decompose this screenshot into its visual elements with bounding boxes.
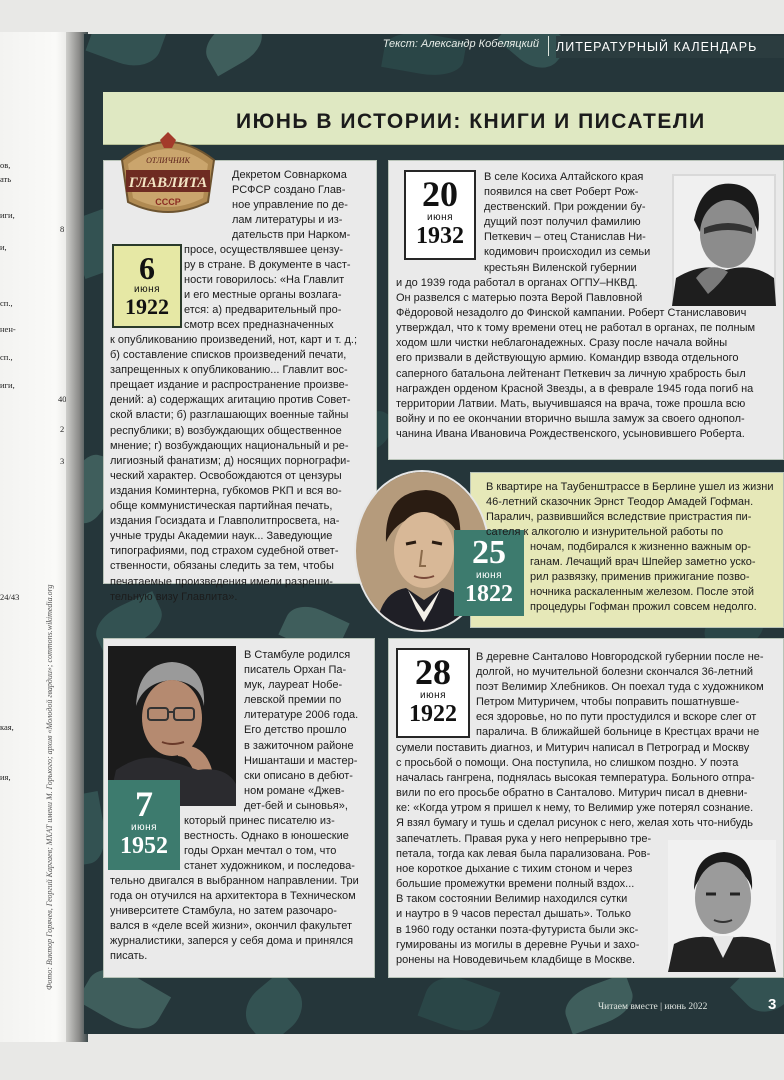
text-line: ности говорилось: «На Главлит (184, 274, 345, 287)
entry-text-hoffmann-top (486, 480, 776, 540)
date-year: 1922 (409, 701, 457, 727)
text-line: тельно двигался в выбранном направлении. Три (110, 875, 359, 887)
text-line: года он отучился на архитектора в Техническом (110, 890, 356, 903)
text-line: рил развязку, применив прижигание позво- (530, 571, 750, 584)
text-line: ном романе «Джев- (244, 784, 345, 797)
text-line: Паралич, развившийся вследствие пристрастия пи- (486, 511, 752, 524)
text-line: дет-бей и сыновья», (244, 799, 348, 812)
entry-text-hoffmann-body (530, 540, 776, 615)
text-line: ственности, обязаны следить за тем, чтобы (110, 560, 334, 573)
text-line: с просьбой о помощи. Она поступила, но слишком поздно. У поэта (396, 757, 739, 770)
date-block-20-june (404, 170, 476, 260)
text-line: запрещенных к опубликованию... Главлит вос- (110, 364, 348, 377)
text-line: В квартире на Таубенштрассе в Берлине ушел из жизни (486, 481, 774, 493)
left-text-fragment: 24/43 (0, 592, 20, 602)
text-line: процедуры Гофман прожил совсем недолго. (530, 601, 757, 614)
text-line: тельную визу Главлита». (110, 590, 238, 603)
magazine-footer: Читаем вместе | июнь 2022 (598, 1002, 708, 1012)
text-line: в зажиточном районе (244, 739, 354, 752)
author-credit: Текст: Александр Кобеляцкий (382, 38, 539, 50)
text-line: писать. (110, 950, 148, 963)
text-line: республики; в) возбуждающих общественное (110, 424, 342, 437)
text-line: петала, тогда как левая была парализована. Ров- (396, 848, 651, 861)
text-line: дественский. При рождении бу- (484, 201, 646, 214)
left-text-fragment: 40 (58, 394, 67, 404)
left-text-fragment: сп., (0, 352, 13, 362)
section-title: ЛИТЕРАТУРНЫЙ КАЛЕНДАРЬ (556, 36, 784, 58)
entry-text-glavlit-side (184, 243, 372, 334)
text-line: ночам, подбирался к жизненно важным ор- (530, 541, 751, 553)
entry-text-rozhdestvensky-body (396, 276, 774, 442)
left-text-fragment: 3 (60, 456, 65, 466)
text-line: станет художником, и последова- (184, 860, 355, 873)
text-line: Петкевич – отец Станислав Ни- (484, 231, 646, 244)
text-line: который принес писателю из- (184, 815, 335, 827)
left-text-fragment: ия, (0, 772, 11, 782)
badge-top-text: ОТЛИЧНИК (146, 156, 190, 165)
photo-credit: Фото: Виктор Горячев, Георгий Каргаев; МХАТ имени М. Горького; архив «Молодой гвардии»; commons.wikimedia.org (45, 584, 54, 990)
entry-text-pamuk-body (110, 874, 370, 965)
date-year: 1952 (120, 833, 168, 859)
text-line: литературе 2006 года. (244, 709, 359, 722)
date-day: 6 (139, 250, 155, 286)
text-line: ходом шли чистки неблагонадежных. Сразу после начала войны (396, 337, 728, 350)
text-line: ганам. Лечащий врач Шпейер заметно уско- (530, 556, 756, 569)
text-line: РСФСР создано Глав- (232, 184, 346, 197)
text-line: большие промежутки времени полный вздох... (396, 878, 635, 891)
text-line: писатель Орхан Па- (244, 664, 347, 677)
date-year: 1822 (465, 581, 513, 607)
text-line: издания Коминтерна, губкомов РКП и вся во- (110, 484, 342, 497)
text-line: и до 1939 года работал в органах ОГПУ–НКВД. (396, 277, 638, 289)
entry-text-glavlit-top (232, 168, 372, 243)
text-line: саперного батальона лейтенант Петкевич за личную храбрость был (396, 367, 746, 380)
text-line: Петром Митуричем, чтобы поправить пошатнувше- (476, 696, 740, 709)
text-line: учные труды Академии наук... Заведующие (110, 530, 333, 543)
text-line: дущий поэт получил фамилию (484, 216, 641, 229)
text-line: началась гангрена, поднялась высокая температура. Больного отпра- (396, 772, 755, 785)
text-line: левской премии по (244, 694, 342, 707)
text-line: сумели поставить диагноз, и Митурич написал в Петроград и Москву (396, 742, 750, 754)
text-line: б) составление списков произведений печати, (110, 349, 347, 362)
text-line: просе, осуществлявшее цензу- (184, 244, 344, 256)
entry-text-pamuk-side (244, 648, 370, 814)
text-line: ронены на Новодевичьем кладбище в Москве. (396, 953, 636, 966)
text-line: смотр всех предназначенных (184, 319, 334, 332)
date-block-7-june (108, 780, 180, 870)
entry-text-khlebnikov-mid (396, 741, 776, 832)
page-number: 3 (768, 996, 777, 1013)
text-line: войну и по ее окончании вторично вышла замуж за своего однопол- (396, 412, 745, 425)
left-text-fragment: 2 (60, 424, 65, 434)
text-line: чанина Ивана Ивановича Рождественского, усыновившего Роберта. (396, 427, 745, 440)
text-line: мнение; г) возбуждающих национальный и ре- (110, 439, 349, 452)
text-line: его призвали в действующую армию. Командир взвода отдельного (396, 352, 739, 365)
text-line: ской власти; б) разглашающих военные тайны (110, 409, 349, 422)
text-line: гумированы из могилы в деревне Ручьи и захо- (396, 938, 640, 951)
header-divider (548, 36, 549, 56)
text-line: издания Госиздата и Главполитпросвета, на- (110, 515, 340, 528)
date-block-6-june (112, 244, 182, 328)
entry-text-rozhdestvensky-side (484, 170, 670, 276)
text-line: вили по его просьбе обратно в Санталово. Митурич писал в дневни- (396, 787, 748, 800)
date-month: июня (419, 690, 447, 701)
entry-text-pamuk-mid (184, 814, 370, 874)
text-line: ру в стране. В документе в част- (184, 259, 351, 272)
text-line: утверждал, что к тому времени отец не работал в органах, пе полным (396, 322, 756, 335)
date-block-25-june (454, 530, 524, 616)
left-text-fragment: нен- (0, 324, 16, 334)
khlebnikov-portrait (668, 840, 776, 972)
text-line: Нишанташи и мастер- (244, 754, 358, 767)
date-block-28-june (396, 648, 470, 738)
text-line: мук, лауреат Нобе- (244, 679, 343, 692)
text-line: Декретом Совнаркома (232, 169, 347, 181)
text-line: в 1960 году останки поэта-футуриста были экс- (396, 923, 639, 936)
entry-text-khlebnikov-top (476, 650, 776, 741)
date-year: 1932 (416, 223, 464, 249)
text-line: Фёдоровой незадолго до Финской кампании. Роберт Станиславович (396, 307, 747, 320)
text-line: ночника раскаленным железом. После этой (530, 586, 755, 599)
text-line: В Стамбуле родился (244, 649, 351, 661)
text-line: вался в «деле всей жизни», окончил факультет (110, 920, 353, 933)
text-line: еся здоровье, но по пути простудился и вскоре слег от (476, 711, 757, 724)
text-line: журналистики, заперся у себя дома и принялся (110, 935, 354, 948)
text-line: В селе Косиха Алтайского края (484, 171, 644, 183)
left-text-fragment: и, (0, 242, 7, 252)
left-text-fragment: сп., (0, 298, 13, 308)
text-line: крестьян Виленской губернии (484, 261, 637, 274)
text-line: ется: а) предварительный про- (184, 304, 342, 317)
text-line: В таком состоянии Велимир находился сутки (396, 893, 628, 906)
text-line: Его детство прошло (244, 724, 347, 737)
text-line: 46-летний сказочник Эрнст Теодор Амадей Гофман. (486, 496, 754, 509)
text-line: Он развелся с матерью поэта Верой Павловной (396, 292, 643, 305)
entry-text-glavlit-body (110, 333, 372, 605)
date-day: 7 (135, 784, 153, 824)
text-line: долгой, но мучительной болезни скончался 36-летний (476, 666, 754, 679)
text-line: лигиозный фанатизм; д) носящих порнографи- (110, 454, 350, 467)
text-line: дений: а) содержащих агитацию против Совет- (110, 394, 351, 407)
glavlit-badge-icon (112, 130, 224, 216)
text-line: кодимович происходил из семьи (484, 246, 651, 259)
left-text-fragment: 8 (60, 224, 65, 234)
left-text-fragment: кая, (0, 722, 14, 732)
badge-main-text: ГЛАВЛИТА (128, 175, 208, 191)
text-line: ческий характер. Освобождаются от цензуры (110, 469, 342, 482)
text-line: ное управление по де- (232, 199, 348, 212)
text-line: сателя к алкоголю и изнурительной работы по (486, 526, 724, 539)
left-text-fragment: иги, (0, 210, 15, 220)
badge-bottom-text: СССР (155, 197, 181, 207)
text-line: ски описано в дебют- (244, 769, 353, 782)
text-line: появился на свет Роберт Рож- (484, 186, 639, 199)
left-text-fragment: ать (0, 174, 12, 184)
text-line: печатаемые произведения имели разреши- (110, 575, 333, 588)
text-line: ное короткое дыхание с тихим стоном и через (396, 863, 633, 876)
text-line: к опубликованию произведений, нот, карт и т. д.; (110, 334, 358, 346)
text-line: паралича. В ближайшей больнице в Крестцах врачи не (476, 726, 760, 739)
text-line: В деревне Санталово Новгородской губернии после не- (476, 651, 764, 663)
date-month: июня (130, 822, 158, 833)
text-line: ке: «Когда утром я пришел к нему, то Велимир уже потерял сознание. (396, 802, 754, 815)
text-line: и его местные органы возлага- (184, 289, 342, 302)
text-line: типографиями, под страхом судебной ответ- (110, 545, 339, 558)
text-line: лам литературы и из- (232, 214, 343, 227)
page-title: ИЮНЬ В ИСТОРИИ: КНИГИ И ПИСАТЕЛИ (236, 110, 706, 133)
entry-text-khlebnikov-body (396, 832, 664, 968)
date-year: 1922 (125, 294, 169, 319)
date-day: 25 (472, 534, 506, 571)
text-line: обще коммунистическая партийная печать, (110, 500, 333, 513)
left-text-fragment: ов, (0, 160, 11, 170)
date-month: июня (133, 284, 161, 295)
text-line: запечатлеть. Правая рука у него непрерывно тре- (396, 833, 652, 845)
text-line: университете Стамбула, но затем разочаро- (110, 905, 337, 918)
date-day: 28 (415, 652, 451, 692)
text-line: вестность. Однако в юношеские (184, 830, 349, 843)
text-line: прещает издание и распространение произве- (110, 379, 349, 392)
date-month: июня (426, 212, 454, 223)
text-line: награжден орденом Красной Звезды, а в феврале 1945 года погиб на (396, 382, 754, 395)
text-line: поэт Велимир Хлебников. Он поехал туда с художником (476, 681, 764, 694)
text-line: дательств при Нарком- (232, 229, 351, 242)
left-text-fragment: иги, (0, 380, 15, 390)
text-line: территории Латвии. Мать, выучившаяся на врача, тоже прошла всю (396, 397, 746, 410)
text-line: и наутро в 9 часов перестал дышать». Только (396, 908, 631, 921)
text-line: Я взял бумагу и тушь и сделал рисунок с него, желая хоть что-нибудь (396, 817, 754, 830)
date-day: 20 (422, 174, 458, 214)
text-line: годы Орхан мечтал о том, что (184, 845, 337, 858)
date-month: июня (475, 570, 503, 581)
